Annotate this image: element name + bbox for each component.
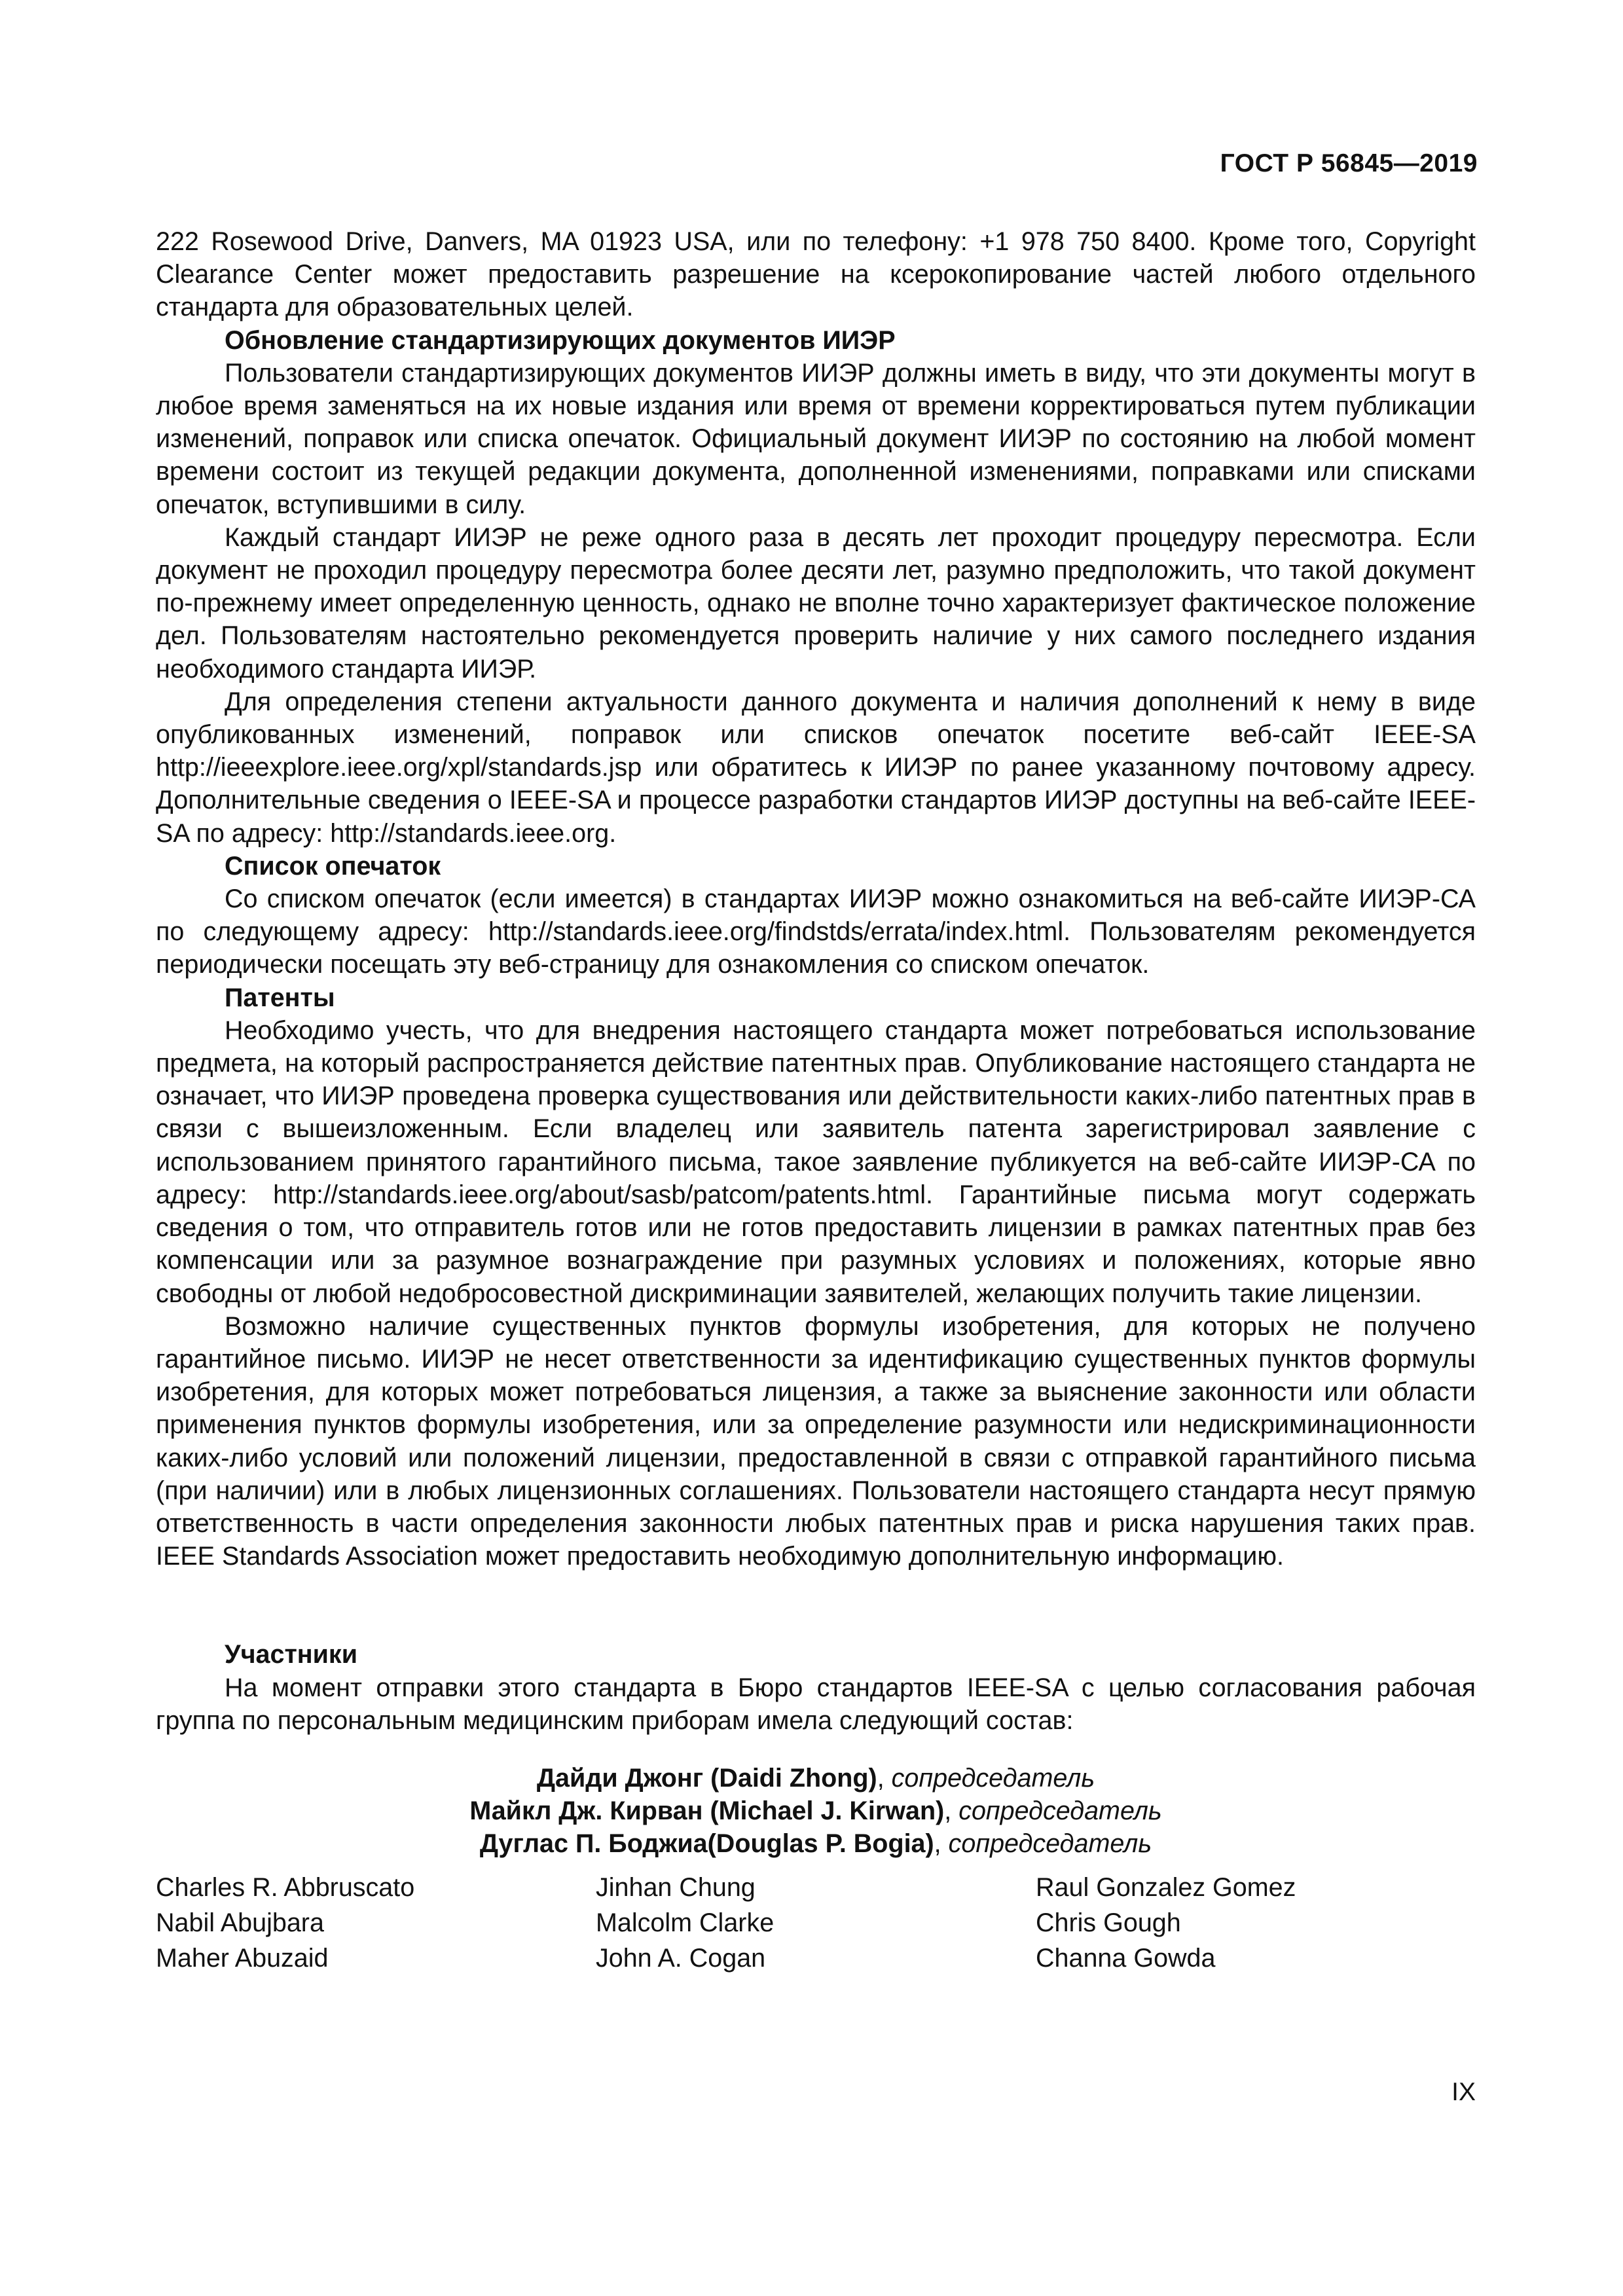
chair-name: Дуглас П. Боджиа(Douglas P. Bogia) xyxy=(479,1829,934,1859)
section-heading-patents: Патенты xyxy=(225,983,335,1012)
chair-entry: Дуглас П. Боджиа(Douglas P. Bogia), сопредседатель xyxy=(479,1829,1152,1859)
members-column xyxy=(156,1870,596,1976)
member-name: Jinhan Chung xyxy=(596,1872,756,1902)
participants-intro: На момент отправки этого стандарта в Бюро стандартов IEEE-SA с целью согласования рабочая группа по персональным медицинским приборам имела следующий состав: xyxy=(156,1673,1476,1735)
chair-name: Дайди Джонг (Daidi Zhong) xyxy=(536,1763,877,1793)
section-heading-errata: Список опечаток xyxy=(225,851,441,881)
member-name: Nabil Abujbara xyxy=(156,1908,324,1937)
member-name: John A. Cogan xyxy=(596,1943,766,1973)
paragraph: Пользователи стандартизирующих документов ИИЭР должны иметь в виду, что эти документы могут в любое время заменяться на их новые издания или время от времени корректироваться путем публикации изменений, поправок или списка опечаток. Официальный документ ИИЭР по состоянию на любой момент времени состоит из текущей редакции документа, дополненной изменениями, поправками или списками опечаток, вступившими в силу. xyxy=(156,358,1476,519)
paragraph: Для определения степени актуальности данного документа и наличия дополнений к нему в виде опубликованных изменений, поправок или списков опечаток посетите веб-сайт IEEE-SA http://ieeexplore.ieee.org/xpl/standards.jsp или обратитесь к ИИЭР по ранее указанному почтовому адресу. Дополнительные сведения о IEEE-SA и процессе разработки стандартов ИИЭР доступны на веб-сайте IEEE-SA по адресу: http://standards.ieee.org. xyxy=(156,687,1476,848)
chair-name: Майкл Дж. Кирван (Michael J. Kirwan) xyxy=(469,1796,945,1826)
members-list xyxy=(156,1870,1476,1976)
chair-entry: Майкл Дж. Кирван (Michael J. Kirwan), сопредседатель xyxy=(469,1796,1162,1826)
paragraph: Каждый стандарт ИИЭР не реже одного раза в десять лет проходит процедуру пересмотра. Если документ не проходил процедуру пересмотра более десяти лет, разумно предположить, что такой документ по-прежнему имеет определенную ценность, однако не вполне точно характеризует фактическое положение дел. Пользователям настоятельно рекомендуется проверить наличие у них самого последнего издания необходимого стандарта ИИЭР. xyxy=(156,522,1476,683)
document-id-header: ГОСТ Р 56845—2019 xyxy=(1220,149,1478,177)
chair-role: сопредседатель xyxy=(891,1763,1095,1793)
paragraph: Необходимо учесть, что для внедрения настоящего стандарта может потребоваться использование предмета, на который распространяется действие патентных прав. Опубликование настоящего стандарта не означает, что ИИЭР проведена проверка существования или действительности каких-либо патентных прав в связи с вышеизложенным. Если владелец или заявитель патента зарегистрировал заявление с использованием принятого гарантийного письма, такое заявление публикуется на веб-сайте ИИЭР-СА по адресу: http://standards.ieee.org/about/sasb/patcom/patents.html. Гарантийные письма могут содержать сведения о том, что отправитель готов или не готов предоставить лицензии в рамках патентных прав без компенсации или за разумное вознаграждение при разумных условиях и положениях, которые явно свободны от любой недобросовестной дискриминации заявителей, желающих получить такие лицензии. xyxy=(156,1015,1476,1308)
member-name: Raul Gonzalez Gomez xyxy=(1036,1872,1296,1902)
member-name: Chris Gough xyxy=(1036,1908,1181,1937)
members-column xyxy=(596,1870,1036,1976)
chair-role: сопредседатель xyxy=(948,1829,1152,1859)
section-heading-participants: Участники xyxy=(225,1640,357,1669)
chairs-list xyxy=(156,1762,1476,1861)
member-name: Malcolm Clarke xyxy=(596,1908,775,1937)
chair-entry: Дайди Джонг (Daidi Zhong), сопредседатель xyxy=(536,1763,1095,1793)
page-content xyxy=(156,225,1476,1976)
page-number: IX xyxy=(1451,2078,1476,2106)
intro-paragraph: 222 Rosewood Drive, Danvers, MA 01923 USA, или по телефону: +1 978 750 8400. Кроме того, Copyright Clearance Center может предоставить разрешение на ксерокопирование частей любого отдельного стандарта для образовательных целей. xyxy=(156,227,1476,322)
member-name: Maher Abuzaid xyxy=(156,1943,329,1973)
paragraph: Со списком опечаток (если имеется) в стандартах ИИЭР можно ознакомиться на веб-сайте ИИЭР-СА по следующему адресу: http://standards.ieee.org/findstds/errata/index.html. Пользователям рекомендуется периодически посещать эту веб-страницу для ознакомления со списком опечаток. xyxy=(156,884,1476,979)
member-name: Channa Gowda xyxy=(1036,1943,1216,1973)
member-name: Charles R. Abbruscato xyxy=(156,1872,415,1902)
section-heading-updates: Обновление стандартизирующих документов ИИЭР xyxy=(225,325,896,355)
members-column xyxy=(1036,1870,1476,1976)
chair-role: сопредседатель xyxy=(958,1796,1162,1826)
paragraph: Возможно наличие существенных пунктов формулы изобретения, для которых не получено гарантийное письмо. ИИЭР не несет ответственности за идентификацию существенных пунктов формулы изобретения, для которых может потребоваться лицензия, а также за выяснение законности или области применения пунктов формулы изобретения, или за определение разумности или недискриминационности каких-либо условий или положений лицензии, предоставленной в связи с отправкой гарантийного письма (при наличии) или в любых лицензионных соглашениях. Пользователи настоящего стандарта несут прямую ответственность в части определения законности любых патентных прав и риска нарушения таких прав. IEEE Standards Association может предоставить необходимую дополнительную информацию. xyxy=(156,1311,1476,1571)
